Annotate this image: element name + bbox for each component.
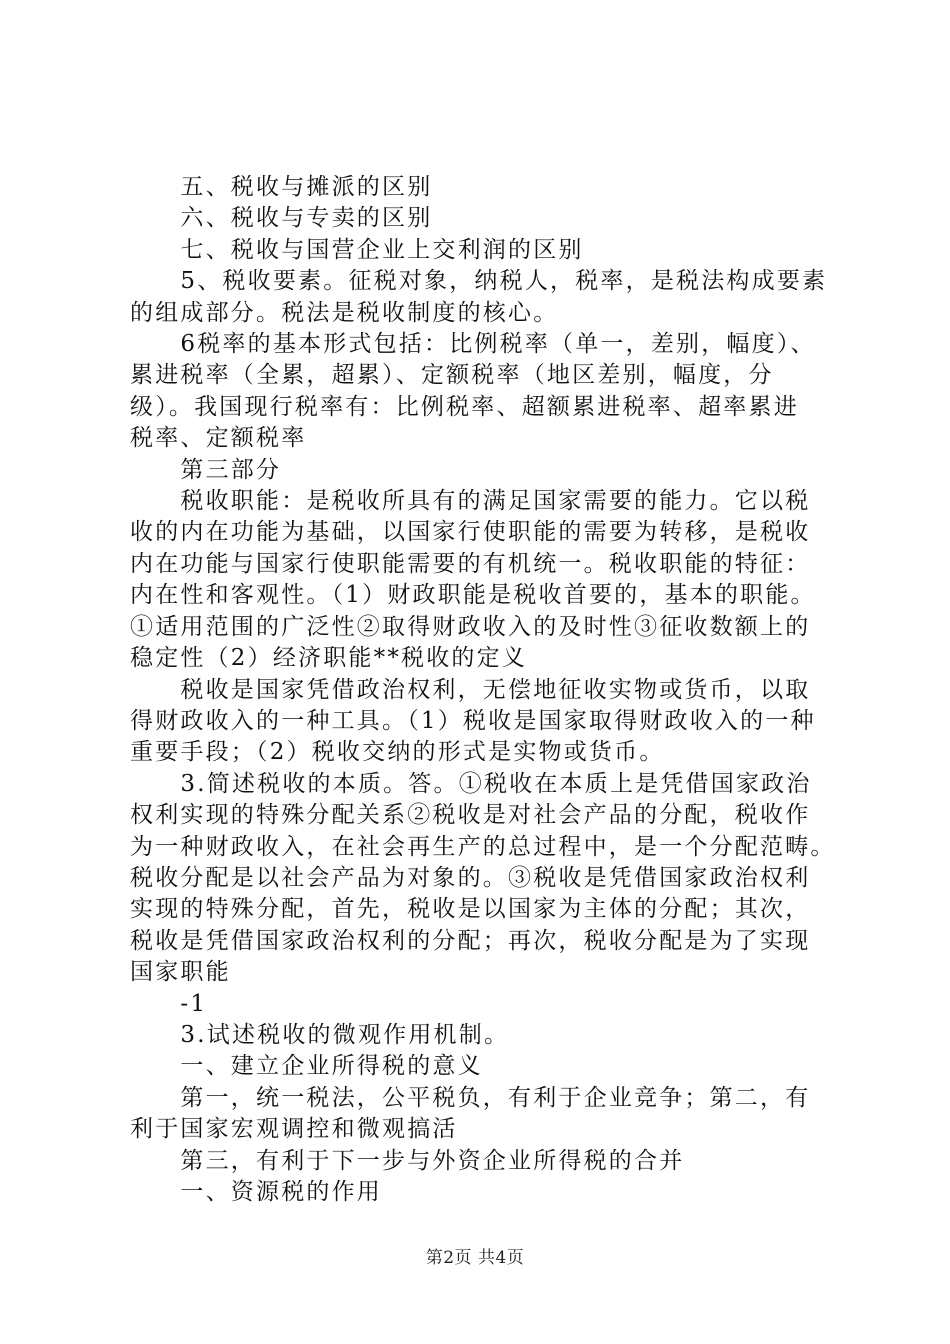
text-line: 权利实现的特殊分配关系②税收是对社会产品的分配，税收作: [130, 802, 811, 829]
text-line: 3.简述税收的本质。答。①税收在本质上是凭借国家政治: [130, 770, 812, 797]
text-line: 一、建立企业所得税的意义: [130, 1053, 483, 1080]
text-line: 税收职能：是税收所具有的满足国家需要的能力。它以税: [130, 488, 811, 515]
text-line: 五、税收与摊派的区别: [130, 174, 433, 200]
text-line: 实现的特殊分配，首先，税收是以国家为主体的分配；其次，: [130, 896, 811, 923]
text-line: 为一种财政收入，在社会再生产的总过程中，是一个分配范畴。: [130, 833, 836, 860]
text-line: 六、税收与专卖的区别: [130, 205, 433, 232]
text-line: -1: [130, 990, 208, 1017]
section-heading: 第三部分: [130, 456, 282, 483]
text-line: 得财政收入的一种工具。（1）税收是国家取得财政收入的一种: [130, 707, 816, 734]
text-line: 税收是凭借国家政治权利的分配；再次，税收分配是为了实现: [130, 927, 811, 954]
text-line: 的组成部分。税法是税收制度的核心。: [130, 299, 559, 326]
text-line: 利于国家宏观调控和微观搞活: [130, 1116, 458, 1143]
text-line: 第一，统一税法，公平税负，有利于企业竞争；第二，有: [130, 1084, 811, 1111]
text-line: 一、资源税的作用: [130, 1179, 382, 1205]
text-line: 重要手段；（2）税收交纳的形式是实物或货币。: [130, 739, 665, 766]
text-line: 级）。我国现行税率有：比例税率、超额累进税率、超率累进: [130, 393, 799, 420]
text-line: 3.试述税收的微观作用机制。: [130, 1021, 510, 1048]
text-line: 内在功能与国家行使职能需要的有机统一。税收职能的特征：: [130, 550, 811, 577]
text-line: 七、税收与国营企业上交利润的区别: [130, 236, 584, 263]
page-number-footer: 第2页 共4页: [425, 1248, 525, 1268]
text-line: 内在性和客观性。（1）财政职能是税收首要的，基本的职能。: [130, 582, 816, 609]
text-line: 累进税率（全累，超累）、定额税率（地区差别，幅度，分: [130, 362, 774, 389]
text-line: 收的内在功能为基础，以国家行使职能的需要为转移，是税收: [130, 519, 811, 546]
text-line: 税收分配是以社会产品为对象的。③税收是凭借国家政治权利: [130, 864, 811, 891]
text-line: 税收是国家凭借政治权利，无偿地征收实物或货币，以取: [130, 676, 811, 703]
text-line: 税率、定额税率: [130, 425, 307, 452]
text-line: ①适用范围的广泛性②取得财政收入的及时性③征收数额上的: [130, 613, 811, 640]
text-line: 5、税收要素。征税对象，纳税人，税率，是税法构成要素: [130, 268, 828, 295]
text-line: 稳定性（2）经济职能**税收的定义: [130, 645, 528, 672]
text-line: 第三，有利于下一步与外资企业所得税的合并: [130, 1147, 685, 1174]
text-line: 国家职能: [130, 959, 231, 986]
text-line: 6税率的基本形式包括：比例税率（单一，差别，幅度）、: [130, 331, 816, 358]
document-body: [130, 172, 836, 1208]
